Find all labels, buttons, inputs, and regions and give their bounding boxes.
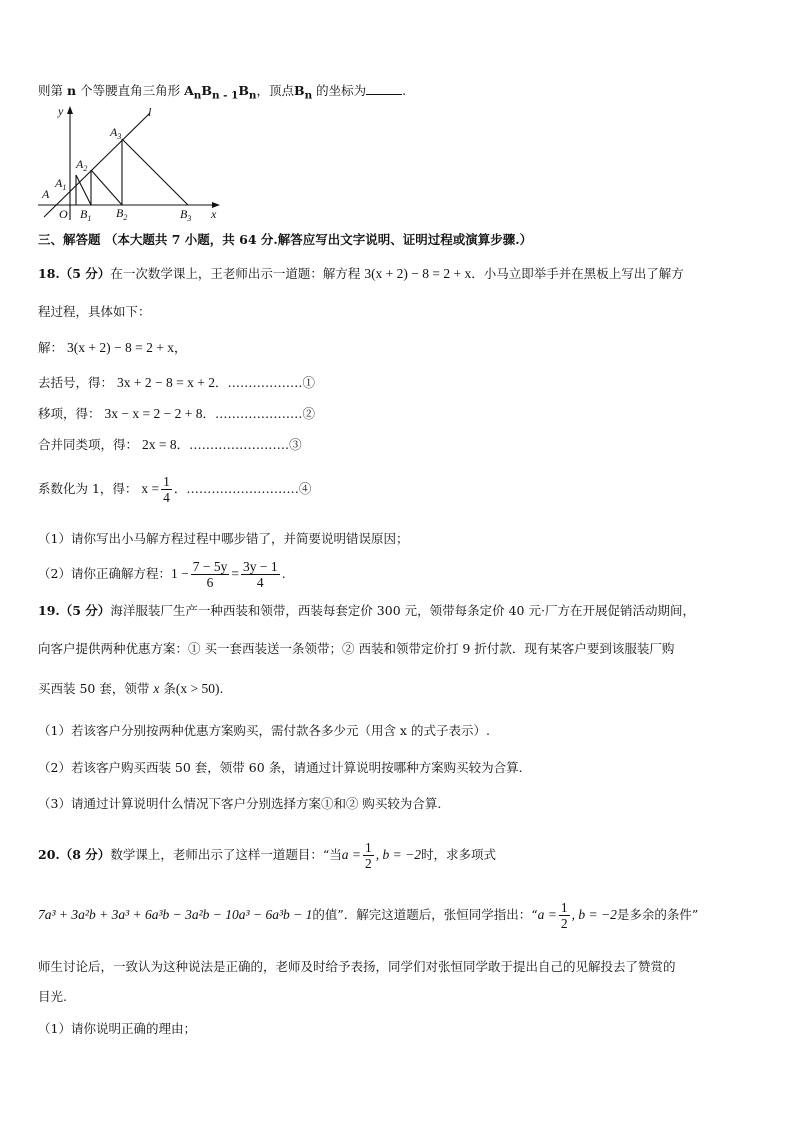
q19-line3 — [38, 680, 223, 698]
label-a1: $A_1$ — [55, 176, 67, 192]
q20-polynomial: 7a³ + 3a²b + 3a³ + 6a³b − 3a²b − 10a³ − 6a³b − 1 — [38, 907, 313, 922]
step4-label: 系数化为 1，得： — [38, 481, 138, 496]
q19-part1: （1）若该客户分别按两种优惠方案购买，需付款各多少元（用含 x 的式子表示）. — [38, 723, 490, 738]
q20-number: 20. — [38, 847, 60, 862]
q18-step1 — [38, 374, 315, 392]
line-l — [44, 113, 150, 217]
q20-line1 — [38, 838, 496, 872]
p2-one: 1 − — [170, 566, 189, 581]
q19-line1 — [38, 602, 695, 620]
p2-end: . — [281, 566, 286, 581]
section-title: 三、解答题 — [38, 232, 101, 247]
q19-line3-b: 条 — [163, 681, 176, 696]
q17-end: . — [402, 83, 407, 98]
q18-stem-a: 在一次数学课上，王老师出示一道题：解方程 — [110, 266, 361, 281]
q17-mid: 个等腰直角三角形 — [80, 83, 181, 98]
q20-line3: 师生讨论后，一致认为这种说法是正确的，老师及时给予表扬，同学们对张恒同学敢于提出自己的见解投去了赞赏的 — [38, 959, 676, 974]
sol-label: 解： — [38, 340, 64, 355]
q19-line2: 向客户提供两种优惠方案：① 买一套西装送一条领带；② 西装和领带定价打 9 折付款．现有某客户要到该服装厂购 — [38, 641, 675, 656]
q18-step4 — [38, 472, 311, 506]
q19-condition: (x > 50) — [175, 681, 220, 696]
answer-blank — [366, 82, 402, 95]
step4-fraction: $\frac{1}{4}$ — [163, 474, 170, 505]
q20-line2 — [38, 898, 698, 932]
q17-n: n — [67, 83, 77, 98]
label-a: A — [42, 187, 50, 201]
label-o: O — [59, 207, 68, 221]
label-x: x — [211, 207, 217, 221]
q18-part1: （1）请你写出小马解方程过程中哪步错了，并简要说明错误原因； — [38, 531, 409, 546]
q18-equation: 3(x + 2) − 8 = 2 + x — [364, 266, 472, 281]
section-note: （本大题共 7 小题，共 64 分.解答应写出文字说明、证明过程或演算步骤.） — [104, 232, 533, 247]
q19-number: 19. — [38, 603, 60, 618]
p2-fraction2: $\frac{3y - 1}{4}$ — [242, 559, 278, 590]
q18-stem-c: 程过程，具体如下： — [38, 304, 151, 319]
step2-label: 移项，得： — [38, 406, 101, 421]
q19-line3-a: 买西装 50 套，领带 — [38, 681, 150, 696]
q17-suffix: 的坐标为 — [316, 83, 367, 98]
q20-b-eq-2: , b = −2 — [571, 907, 617, 922]
q19-line3-x: x — [153, 681, 160, 696]
q19-part3: （3）请通过计算说明什么情况下客户分别选择方案①和② 购买较为合算. — [38, 796, 442, 811]
step4-lhs: x = — [141, 481, 160, 496]
q20-line4: 目光. — [38, 989, 67, 1004]
label-b3: $B_3$ — [180, 207, 192, 222]
q18-stem-b: ．小马立即举手并在黑板上写出了解方 — [471, 266, 684, 281]
step3-equation: 2x = 8 — [142, 437, 177, 452]
q20-a-eq-2: a = — [537, 907, 557, 922]
q18-solution-line — [38, 339, 186, 357]
step1-dots: ．………………① — [214, 375, 315, 390]
q19-line3-end: . — [219, 681, 224, 696]
q17-prefix: 则第 — [38, 83, 64, 98]
step3-dots: ．……………………③ — [176, 437, 302, 452]
q18-stem-line1 — [38, 265, 684, 283]
q18-step2 — [38, 405, 315, 423]
label-b1: $B_1$ — [80, 207, 92, 222]
q17-comma: ，顶点 — [256, 83, 294, 98]
label-a2: $A_2$ — [76, 157, 88, 173]
q20-half-2: $\frac{1}{2}$ — [560, 900, 568, 931]
q20-stem-d: 是多余的条件” — [616, 907, 699, 922]
q20-stem-b: 时，求多项式 — [420, 847, 496, 862]
q19-part2: （2）若该客户购买西装 50 套，领带 60 条，请通过计算说明按哪种方案购买较为合算. — [38, 760, 523, 775]
triangle-figure — [30, 102, 230, 222]
step2-equation: 3x − x = 2 − 2 + 8 — [104, 406, 203, 421]
step1-equation: 3x + 2 − 8 = x + 2 — [117, 375, 215, 390]
y-arrow — [67, 106, 73, 114]
q20-stem-c: 的值”．解完这道题后，张恒同学指出：“ — [312, 907, 538, 922]
q20-part1: （1）请你说明正确的理由； — [38, 1021, 196, 1036]
label-l: l — [148, 105, 152, 119]
step1-label: 去括号，得： — [38, 375, 114, 390]
q17-triangle-name: $A_nB_{n - 1}B_n$ — [184, 83, 257, 102]
p2-eq: = — [231, 566, 239, 581]
segment-a3-b3 — [122, 139, 188, 205]
q20-score: （8 分） — [59, 847, 111, 862]
label-a3: $A_3$ — [110, 125, 122, 141]
label-y: y — [58, 104, 64, 118]
q17-vertex: $B_n$ — [293, 83, 313, 102]
step2-dots: ．…………………② — [202, 406, 315, 421]
segment-a1-b2 — [76, 175, 91, 205]
q18-part2-label: （2）请你正确解方程： — [38, 566, 171, 581]
q20-a-eq: a = — [341, 847, 361, 862]
q19-line1-text: 海洋服装厂生产一种西装和领带，西装每套定价 300 元，领带每条定价 40 元·厂方在开展促销活动期间， — [110, 603, 695, 618]
p2-fraction1: $\frac{7 - 5y}{6}$ — [192, 559, 228, 590]
q18-number: 18. — [38, 266, 60, 281]
q20-stem-a: 数学课上，老师出示了这样一道题目：“当 — [110, 847, 342, 862]
label-b2: $B_2$ — [116, 206, 128, 222]
q20-b-eq: , b = −2 — [375, 847, 421, 862]
sol-end: ， — [173, 340, 187, 355]
q19-score: （5 分） — [59, 603, 111, 618]
q18-score: （5 分） — [59, 266, 111, 281]
sol-equation: 3(x + 2) − 8 = 2 + x — [67, 340, 174, 355]
segment-a2-b2 — [91, 170, 122, 205]
q20-half-1: $\frac{1}{2}$ — [364, 840, 372, 871]
step4-dots: ．………………………④ — [173, 481, 312, 496]
q18-step3 — [38, 436, 302, 454]
q18-part2 — [38, 557, 286, 591]
step3-label: 合并同类项，得： — [38, 437, 139, 452]
section-heading — [38, 231, 532, 249]
